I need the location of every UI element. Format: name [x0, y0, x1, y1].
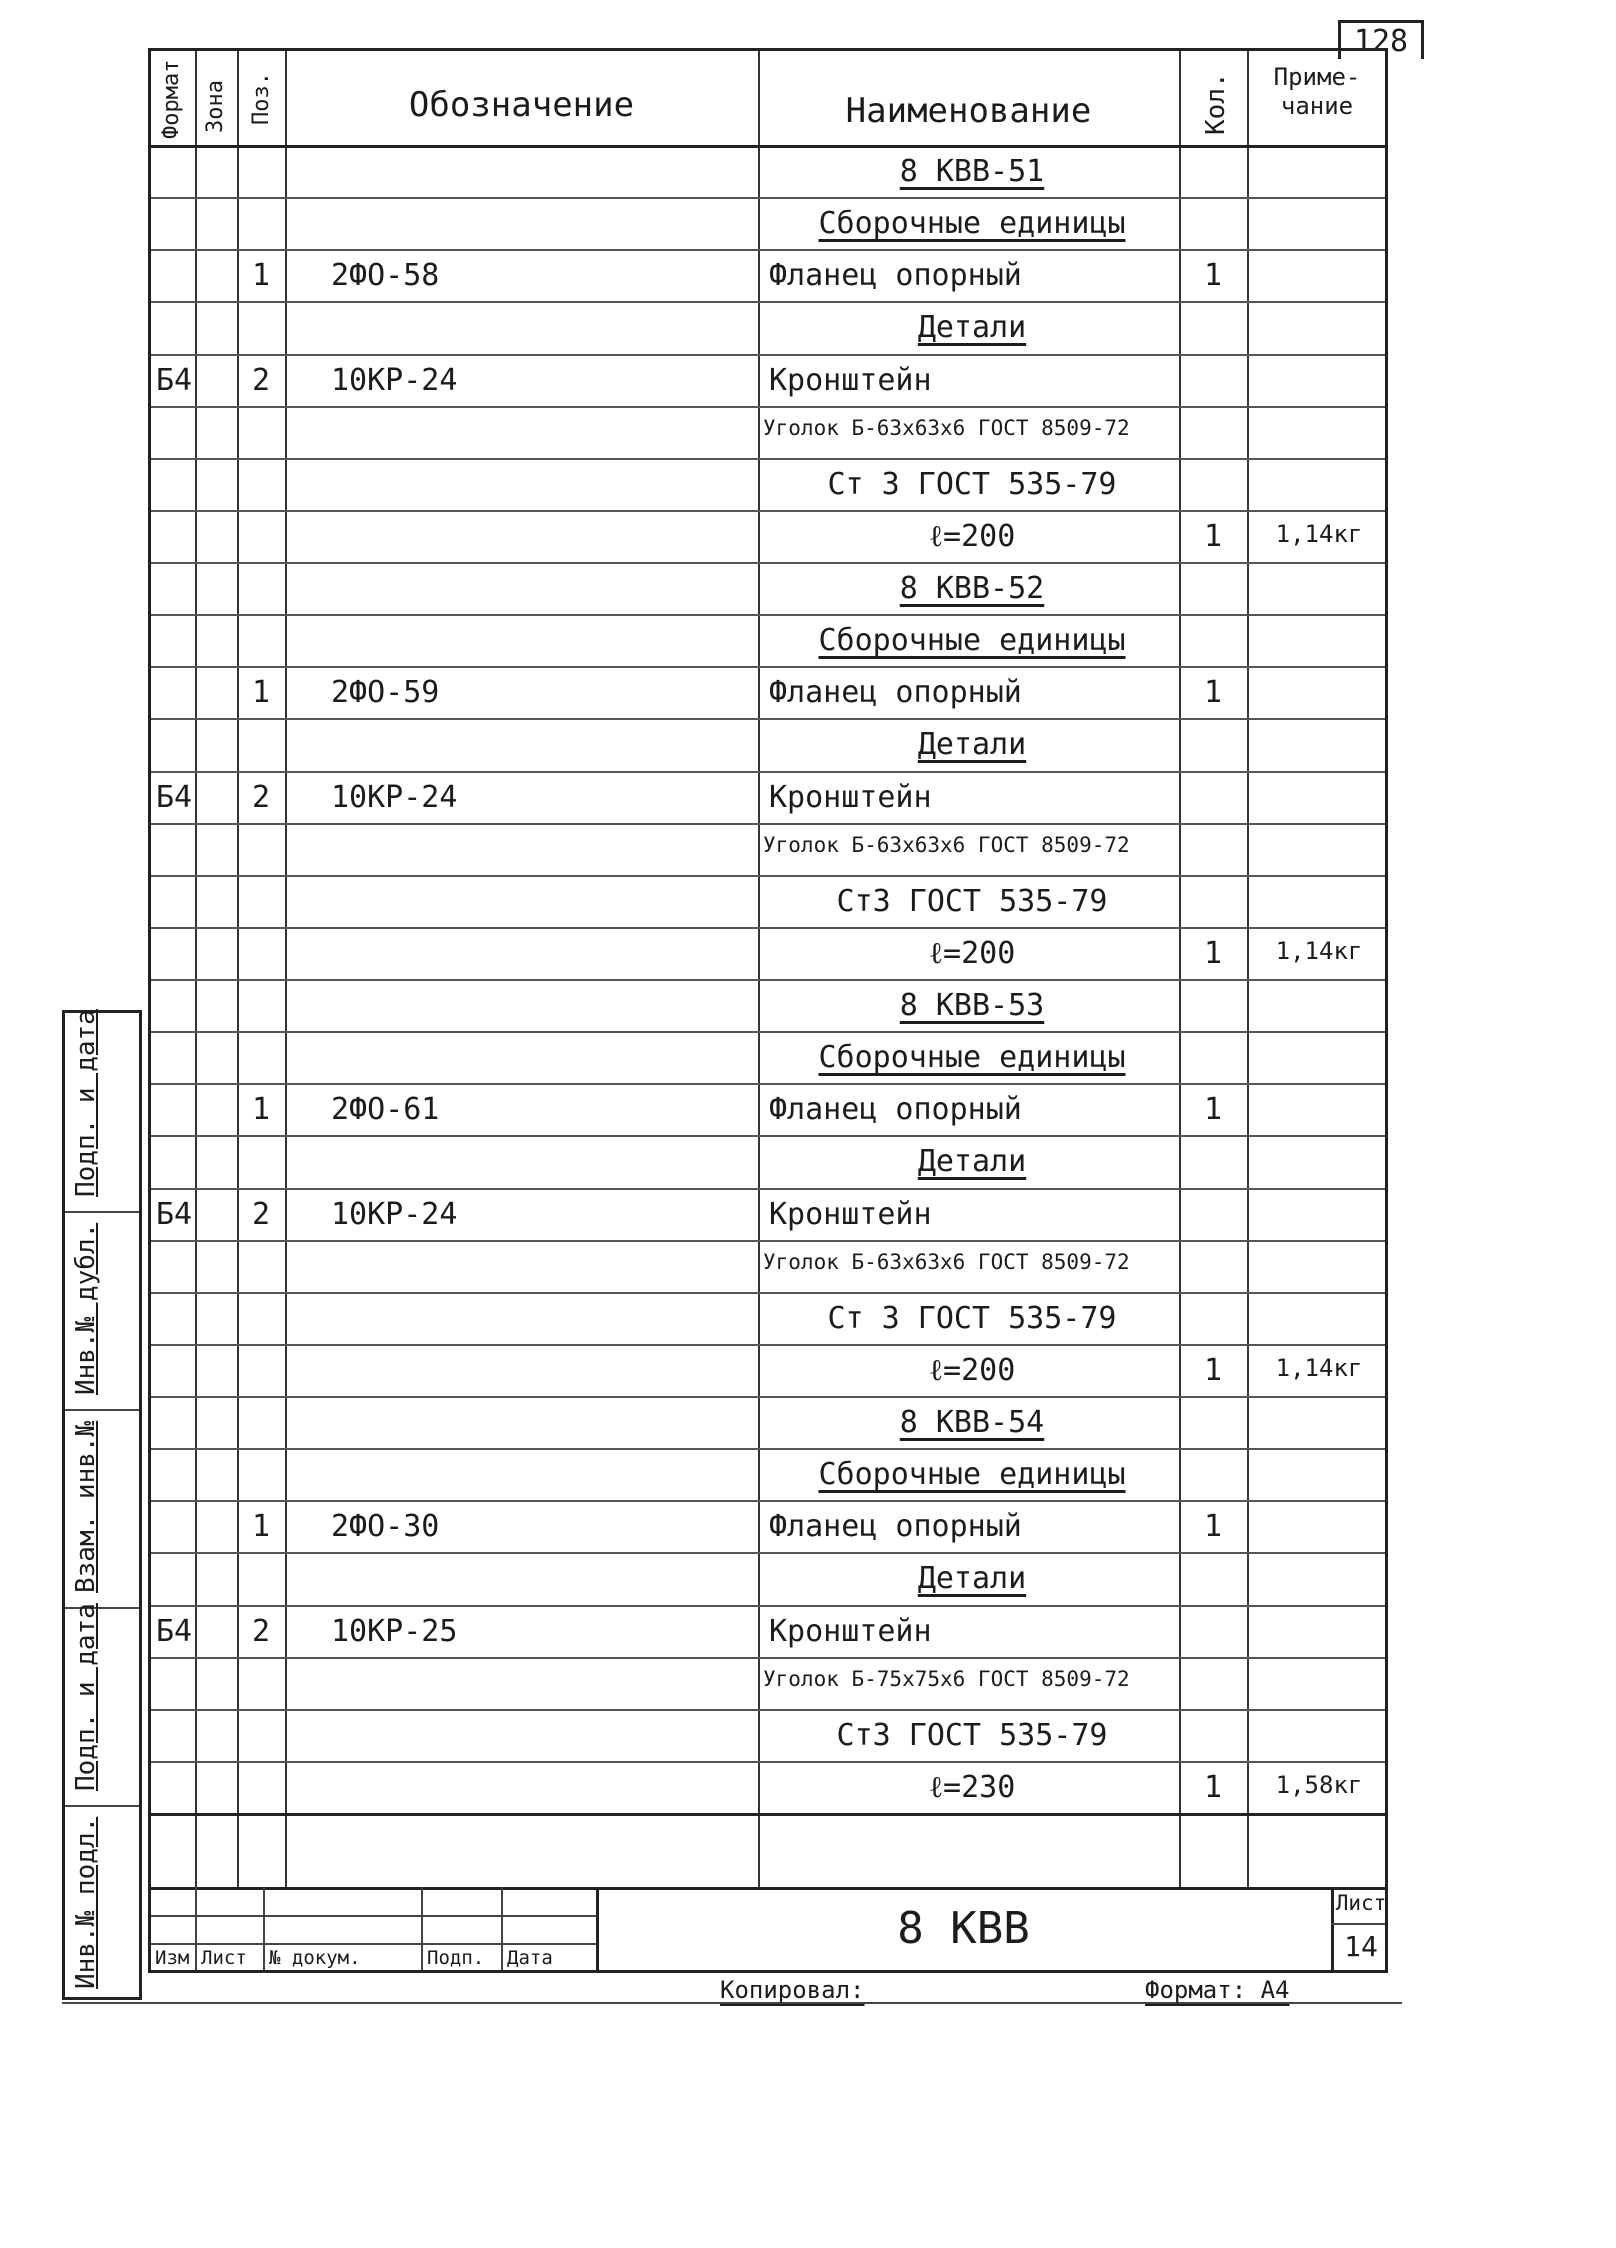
- cell-format: Б4: [155, 1613, 193, 1649]
- strip-label: Подп. и дата: [71, 1603, 101, 1791]
- cell-pos: 1: [251, 258, 271, 294]
- assembly-title: 8 КВВ-52: [899, 571, 1045, 606]
- assembly-title: 8 КВВ-51: [899, 154, 1045, 189]
- cell-name: Детали: [917, 1144, 1027, 1180]
- col-divider: [758, 51, 760, 1887]
- row-divider: [151, 406, 1385, 408]
- cell-designation: 2ФО-61: [331, 1092, 440, 1128]
- header-name: Наименование: [845, 91, 1092, 131]
- row-divider: [151, 249, 1385, 251]
- header-divider: [151, 145, 1385, 148]
- row-divider: [151, 1344, 1385, 1346]
- row-divider: [151, 1605, 1385, 1607]
- cell-designation: 10КР-24: [331, 362, 458, 398]
- cell-name: Фланец опорный: [769, 258, 1022, 294]
- tb-label-date: Дата: [507, 1947, 553, 1969]
- cell-name: Ст 3 ГОСТ 535-79: [827, 1300, 1117, 1336]
- cell-name: Сборочные единицы: [818, 1457, 1126, 1493]
- cell-name: Уголок Б-75х75х6 ГОСТ 8509-72: [763, 1666, 1130, 1691]
- col-divider: [1247, 51, 1249, 1887]
- row-divider: [151, 1657, 1385, 1659]
- cell-name: ℓ=200: [928, 518, 1016, 554]
- cell-name: Ст 3 ГОСТ 535-79: [827, 466, 1117, 502]
- cell-name: Ст3 ГОСТ 535-79: [836, 883, 1108, 919]
- strip-label: Взам. инв.№: [71, 1420, 101, 1593]
- title-block-top: [151, 1813, 1385, 1816]
- cell-qty: 1: [1203, 675, 1223, 711]
- cell-pos: 1: [251, 675, 271, 711]
- row-divider: [151, 823, 1385, 825]
- specification-table: [148, 48, 1388, 1890]
- col-divider: [1179, 51, 1181, 1887]
- copied-by: Копировал:: [720, 1976, 865, 2004]
- cell-note: 1,14кг: [1275, 519, 1363, 548]
- cell-name: ℓ=200: [928, 1352, 1016, 1388]
- cell-qty: 1: [1203, 1352, 1223, 1388]
- header-format: Формат: [159, 59, 184, 139]
- cell-designation: 2ФО-30: [331, 1509, 440, 1545]
- strip-label: Инв.№ подл.: [71, 1816, 101, 1989]
- tb-label-list: Лист: [201, 1947, 247, 1969]
- strip-label: Подп. и дата: [71, 1009, 101, 1197]
- sheet-value: 14: [1344, 1930, 1378, 1963]
- cell-name: Кронштейн: [769, 779, 932, 815]
- cell-name: Детали: [917, 727, 1027, 763]
- row-divider: [151, 771, 1385, 773]
- row-divider: [151, 875, 1385, 877]
- row-divider: [151, 1500, 1385, 1502]
- header-qty: Кол.: [1201, 72, 1231, 135]
- row-divider: [151, 562, 1385, 564]
- document-code: 8 КВВ: [897, 1903, 1030, 1954]
- header-zone: Зона: [203, 80, 228, 133]
- header-pos: Поз.: [249, 72, 274, 125]
- strip-divider: [65, 1409, 139, 1411]
- cell-name: Фланец опорный: [769, 1509, 1022, 1545]
- cell-note: 1,58кг: [1275, 1770, 1363, 1799]
- sheet-label: Лист: [1335, 1891, 1387, 1915]
- cell-name: Уголок Б-63х63х6 ГОСТ 8509-72: [763, 1249, 1130, 1274]
- cell-designation: 2ФО-59: [331, 675, 440, 711]
- cell-qty: 1: [1203, 935, 1223, 971]
- cell-name: Сборочные единицы: [818, 206, 1126, 242]
- col-divider: [237, 51, 239, 1887]
- assembly-title: 8 КВВ-54: [899, 1405, 1045, 1440]
- cell-name: ℓ=200: [928, 935, 1016, 971]
- row-divider: [151, 1761, 1385, 1763]
- cell-name: Ст3 ГОСТ 535-79: [836, 1717, 1108, 1753]
- cell-qty: 1: [1203, 518, 1223, 554]
- cell-name: Фланец опорный: [769, 1092, 1022, 1128]
- cell-name: Сборочные единицы: [818, 1040, 1126, 1076]
- row-divider: [151, 614, 1385, 616]
- row-divider: [151, 1292, 1385, 1294]
- row-divider: [151, 510, 1385, 512]
- cell-name: Детали: [917, 310, 1027, 346]
- cell-pos: 2: [251, 362, 271, 398]
- row-divider: [151, 927, 1385, 929]
- tb-label-doc: № докум.: [269, 1947, 361, 1969]
- title-block: [148, 1887, 1388, 1973]
- cell-format: Б4: [155, 362, 193, 398]
- row-divider: [151, 1448, 1385, 1450]
- row-divider: [151, 1396, 1385, 1398]
- row-divider: [151, 1188, 1385, 1190]
- header-note: Приме- чание: [1273, 63, 1361, 120]
- cell-qty: 1: [1203, 258, 1223, 294]
- cell-pos: 2: [251, 1196, 271, 1232]
- tb-label-sign: Подп.: [427, 1947, 485, 1969]
- cell-designation: 10КР-25: [331, 1613, 458, 1649]
- cell-pos: 2: [251, 779, 271, 815]
- cell-name: Фланец опорный: [769, 675, 1022, 711]
- tb-label-izm: Изм: [155, 1947, 190, 1969]
- cell-note: 1,14кг: [1275, 1353, 1363, 1382]
- strip-label: Инв.№ дубл.: [71, 1222, 101, 1395]
- row-divider: [151, 718, 1385, 720]
- col-divider: [195, 51, 197, 1887]
- cell-note: 1,14кг: [1275, 936, 1363, 965]
- row-divider: [151, 1135, 1385, 1137]
- row-divider: [151, 354, 1385, 356]
- cell-name: Кронштейн: [769, 362, 932, 398]
- cell-name: Сборочные единицы: [818, 623, 1126, 659]
- cell-designation: 10КР-24: [331, 779, 458, 815]
- cell-name: Детали: [917, 1561, 1027, 1597]
- row-divider: [151, 1031, 1385, 1033]
- cell-format: Б4: [155, 779, 193, 815]
- cell-pos: 1: [251, 1509, 271, 1545]
- sheet-number: 128: [1338, 20, 1424, 59]
- row-divider: [151, 197, 1385, 199]
- header-designation: Обозначение: [408, 85, 635, 125]
- cell-name: Кронштейн: [769, 1613, 932, 1649]
- cell-name: Уголок Б-63х63х6 ГОСТ 8509-72: [763, 415, 1130, 440]
- cell-name: Кронштейн: [769, 1196, 932, 1232]
- col-divider: [285, 51, 287, 1887]
- binding-strip: [62, 1010, 142, 2000]
- cell-pos: 2: [251, 1613, 271, 1649]
- cell-name: ℓ=230: [928, 1769, 1016, 1805]
- row-divider: [151, 1709, 1385, 1711]
- cell-pos: 1: [251, 1092, 271, 1128]
- format-label: Формат: А4: [1145, 1976, 1290, 2004]
- cell-format: Б4: [155, 1196, 193, 1232]
- strip-divider: [65, 1805, 139, 1807]
- strip-divider: [65, 1211, 139, 1213]
- row-divider: [151, 979, 1385, 981]
- row-divider: [151, 1552, 1385, 1554]
- cell-designation: 10КР-24: [331, 1196, 458, 1232]
- cell-name: Уголок Б-63х63х6 ГОСТ 8509-72: [763, 832, 1130, 857]
- cell-designation: 2ФО-58: [331, 258, 440, 294]
- cell-qty: 1: [1203, 1092, 1223, 1128]
- assembly-title: 8 КВВ-53: [899, 988, 1045, 1023]
- row-divider: [151, 458, 1385, 460]
- row-divider: [151, 1083, 1385, 1085]
- cell-qty: 1: [1203, 1769, 1223, 1805]
- row-divider: [151, 301, 1385, 303]
- cell-qty: 1: [1203, 1509, 1223, 1545]
- row-divider: [151, 1240, 1385, 1242]
- row-divider: [151, 666, 1385, 668]
